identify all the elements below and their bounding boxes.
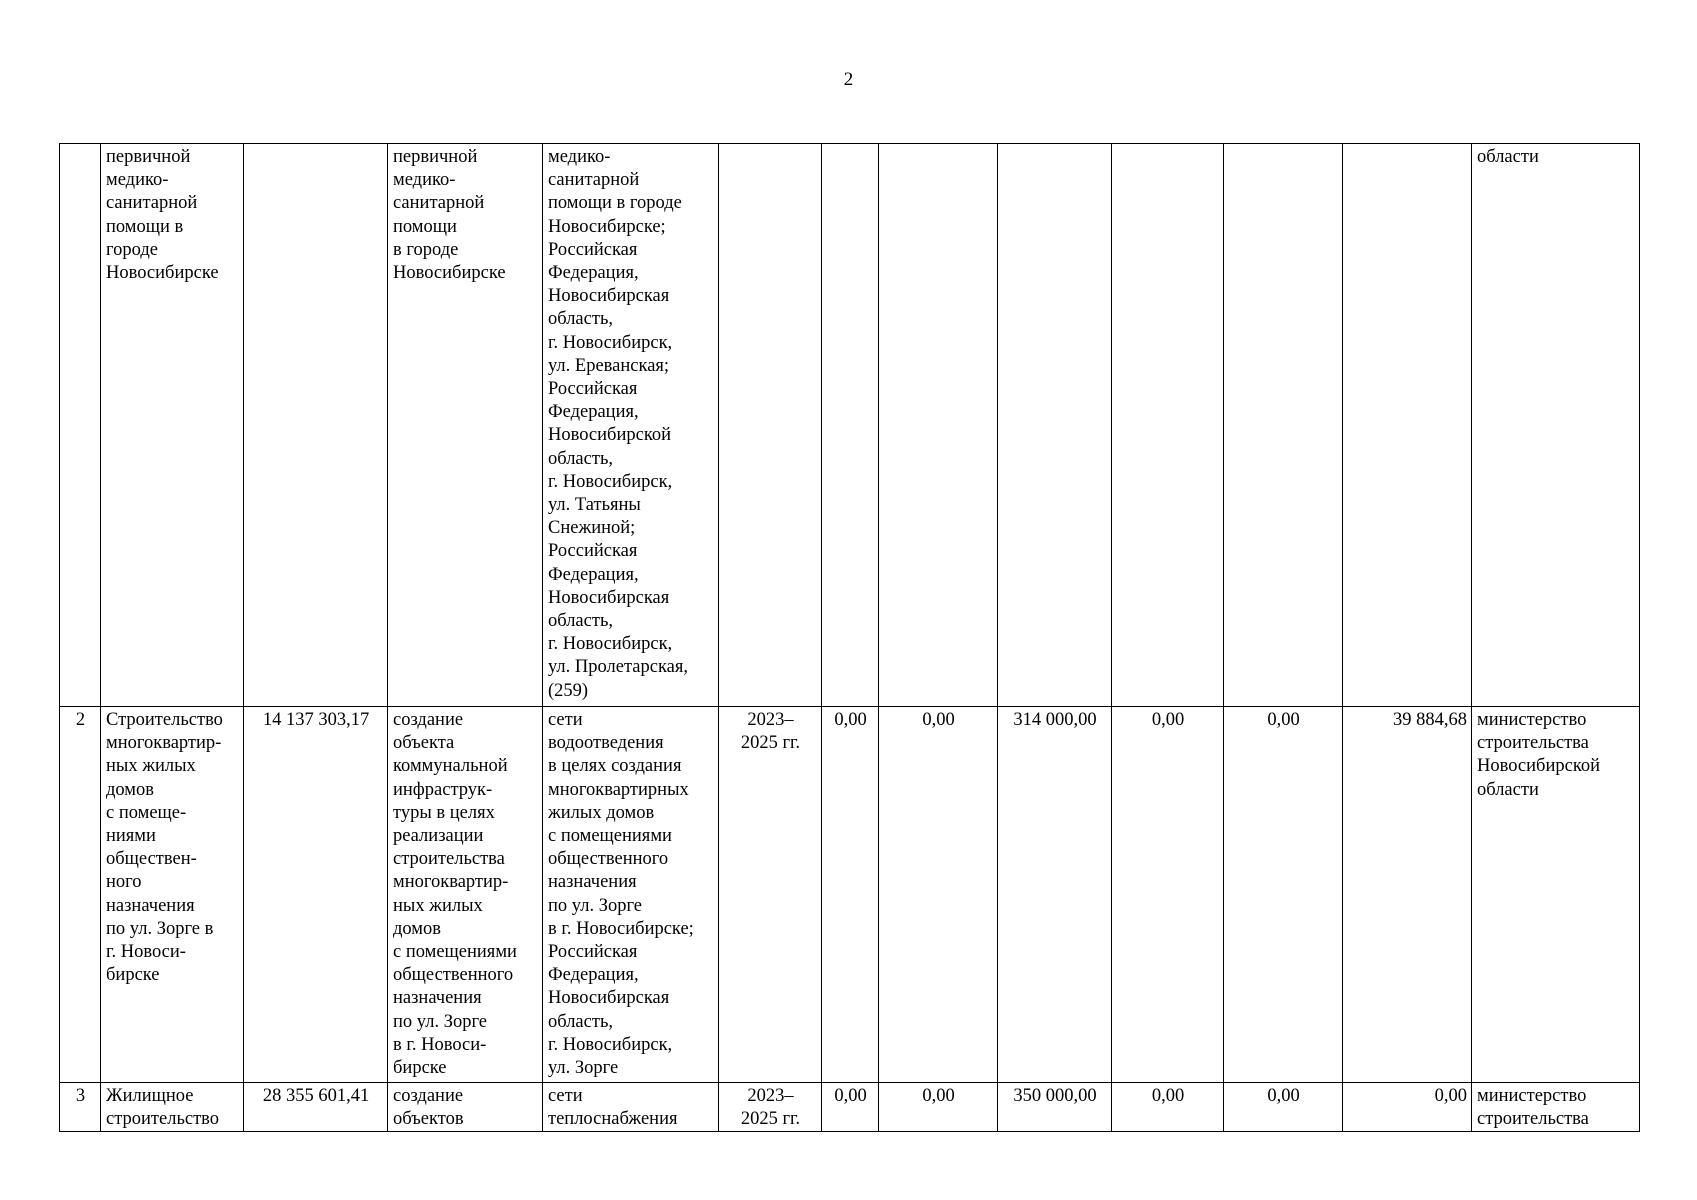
cell-value-1: 0,00 [822, 707, 879, 1083]
cell-text-line: Российская [548, 541, 638, 562]
cell-text-line: создание [393, 1086, 464, 1106]
cell-text-line: объектов [393, 1109, 464, 1130]
cell-text-line: ного [106, 872, 142, 893]
cell-value-2: 0,00 [879, 1083, 998, 1132]
cell-purpose [388, 707, 543, 1083]
cell-text-line: Федерация, [548, 263, 639, 284]
cell-text-line: в городе [393, 239, 459, 260]
cell-text-line: ниями [106, 826, 156, 847]
cell-purpose [388, 144, 543, 707]
cell-text-line: медико- [548, 147, 611, 167]
cell-value-2 [879, 144, 998, 707]
cell-value-3: 350 000,00 [998, 1083, 1112, 1132]
cell-text-line: 2023– [747, 1086, 794, 1106]
cell-text-line: области [1477, 147, 1539, 167]
cell-value-1: 0,00 [822, 1083, 879, 1132]
cell-row-number [60, 144, 101, 707]
cell-text-line: с помещениями [393, 942, 517, 963]
cell-text-line: Российская [548, 379, 638, 400]
cell-value-6: 39 884,68 [1343, 707, 1472, 1083]
cell-text-line: туры в целях [393, 802, 495, 823]
cell-text-line: с помеще- [106, 802, 187, 823]
cell-responsible [1472, 707, 1640, 1083]
cell-object-name [101, 144, 244, 707]
cell-text-line: Жилищное [106, 1086, 194, 1106]
cell-text-line: по ул. Зорге [393, 1011, 488, 1032]
cell-text-line: Федерация, [548, 965, 639, 986]
cell-text-line: назначения [106, 895, 195, 916]
cell-row-number: 3 [60, 1083, 101, 1132]
cell-text-line: назначения [393, 988, 482, 1009]
cell-text-line: первичной [106, 147, 191, 167]
cell-text-line: медико- [393, 170, 456, 191]
cell-text-line: 2023– [747, 710, 794, 730]
table-row [60, 1083, 1640, 1132]
cell-text-line: жилых домов [548, 802, 655, 823]
cell-text-line: бирске [393, 1058, 447, 1079]
cell-text-line: г. Новоси- [106, 942, 186, 963]
cell-text-line: г. Новосибирск, [548, 332, 673, 353]
cell-text-line: Новосибирская [548, 286, 670, 307]
cell-text-line: министерство [1477, 710, 1587, 730]
cell-text-line: по ул. Зорге [548, 895, 643, 916]
cell-value-5: 0,00 [1224, 707, 1343, 1083]
cell-text-line: Новосибирской [1477, 756, 1601, 777]
cell-text-line: помощи в городе [548, 193, 682, 214]
cell-text-line: в г. Новоси- [393, 1034, 487, 1055]
table-row [60, 707, 1640, 1083]
cell-text-line: Новосибирске [393, 263, 506, 284]
cell-infrastructure-object [543, 707, 719, 1083]
cell-text-line: г. Новосибирск, [548, 634, 673, 655]
cell-object-name [101, 1083, 244, 1132]
cell-text-line: ул. Зорге [548, 1058, 619, 1079]
cell-text-line: обществен- [106, 849, 197, 870]
cell-text-line: область, [548, 611, 614, 632]
cell-text-line: многоквартирных [548, 779, 689, 800]
cell-text-line: санитарной [106, 193, 198, 214]
cell-text-line: домов [106, 779, 155, 800]
cell-text-line: Новосибирске; [548, 216, 666, 237]
cell-text-line: сети [548, 710, 583, 730]
cell-text-line: область, [548, 309, 614, 330]
cell-text-line: Российская [548, 942, 638, 963]
cell-text-line: ул. Татьяны [548, 495, 641, 516]
cell-text-line: ных жилых [393, 895, 483, 916]
cell-text-line: Российская [548, 239, 638, 260]
cell-text-line: с помещениями [548, 826, 672, 847]
cell-estimated-cost: 14 137 303,17 [244, 707, 388, 1083]
cell-text-line: область, [548, 448, 614, 469]
cell-text-line: ул. Ереванская; [548, 355, 670, 376]
cell-text-line: ных жилых [106, 756, 196, 777]
cell-text-line: помощи в [106, 216, 184, 237]
cell-text-line: создание [393, 710, 464, 730]
cell-text-line: г. Новосибирск, [548, 1034, 673, 1055]
cell-text-line: в целях создания [548, 756, 682, 777]
cell-text-line: министерство [1477, 1086, 1587, 1106]
cell-text-line: многоквартир- [106, 733, 222, 754]
cell-text-line: городе [106, 239, 158, 260]
cell-text-line: Новосибирске [106, 263, 219, 284]
cell-text-line: области [1477, 779, 1539, 800]
cell-text-line: 2025 гг. [740, 733, 801, 754]
cell-value-6 [1343, 144, 1472, 707]
cell-text-line: строительства [393, 849, 505, 870]
cell-text-line: г. Новосибирск, [548, 471, 673, 492]
cell-value-5 [1224, 144, 1343, 707]
cell-text-line: санитарной [393, 193, 485, 214]
cell-text-line: Федерация, [548, 402, 639, 423]
cell-row-number: 2 [60, 707, 101, 1083]
cell-text-line: реализации [393, 826, 484, 847]
cell-text-line: 2025 гг. [740, 1109, 801, 1130]
cell-text-line: первичной [393, 147, 478, 167]
cell-text-line: строительство [106, 1109, 220, 1130]
cell-value-4: 0,00 [1112, 1083, 1224, 1132]
cell-value-1 [822, 144, 879, 707]
cell-text-line: общественного [548, 849, 669, 870]
cell-text-line: теплоснабжения [548, 1109, 678, 1130]
cell-text-line: (259) [548, 680, 589, 701]
cell-text-line: в г. Новосибирске; [548, 918, 694, 939]
cell-responsible [1472, 144, 1640, 707]
cell-value-3: 314 000,00 [998, 707, 1112, 1083]
cell-text-line: коммунальной [393, 756, 508, 777]
cell-estimated-cost [244, 144, 388, 707]
cell-text-line: помощи [393, 216, 457, 237]
cell-estimated-cost: 28 355 601,41 [244, 1083, 388, 1132]
table-body [60, 144, 1640, 1132]
cell-text-line: многоквартир- [393, 872, 509, 893]
cell-text-line: строительства [1477, 1109, 1589, 1130]
cell-text-line: инфраструк- [393, 779, 493, 800]
cell-object-name [101, 707, 244, 1083]
table-row [60, 144, 1640, 707]
cell-text-line: область, [548, 1011, 614, 1032]
cell-text-line: общественного [393, 965, 514, 986]
cell-period [719, 1083, 822, 1132]
cell-value-5: 0,00 [1224, 1083, 1343, 1132]
cell-infrastructure-object [543, 144, 719, 707]
cell-text-line: водоотведения [548, 733, 664, 754]
cell-text-line: Федерация, [548, 564, 639, 585]
cell-text-line: сети [548, 1086, 583, 1106]
cell-text-line: строительства [1477, 733, 1589, 754]
cell-period [719, 144, 822, 707]
cell-value-2: 0,00 [879, 707, 998, 1083]
cell-period [719, 707, 822, 1083]
cell-text-line: объекта [393, 733, 455, 754]
cell-purpose [388, 1083, 543, 1132]
cell-infrastructure-object [543, 1083, 719, 1132]
cell-text-line: медико- [106, 170, 169, 191]
cell-value-4 [1112, 144, 1224, 707]
page-number: 2 [843, 69, 854, 90]
cell-text-line: санитарной [548, 170, 640, 191]
cell-value-6: 0,00 [1343, 1083, 1472, 1132]
cell-text-line: бирске [106, 965, 160, 986]
cell-text-line: домов [393, 918, 442, 939]
cell-responsible [1472, 1083, 1640, 1132]
cell-text-line: ул. Пролетарская, [548, 657, 689, 678]
document-table [59, 143, 1640, 1132]
cell-text-line: по ул. Зорге в [106, 918, 214, 939]
cell-text-line: назначения [548, 872, 637, 893]
cell-text-line: Новосибирская [548, 988, 670, 1009]
cell-value-3 [998, 144, 1112, 707]
cell-value-4: 0,00 [1112, 707, 1224, 1083]
cell-text-line: Снежиной; [548, 518, 636, 539]
cell-text-line: Новосибирская [548, 587, 670, 608]
cell-text-line: Строительство [106, 710, 223, 730]
cell-text-line: Новосибирской [548, 425, 672, 446]
